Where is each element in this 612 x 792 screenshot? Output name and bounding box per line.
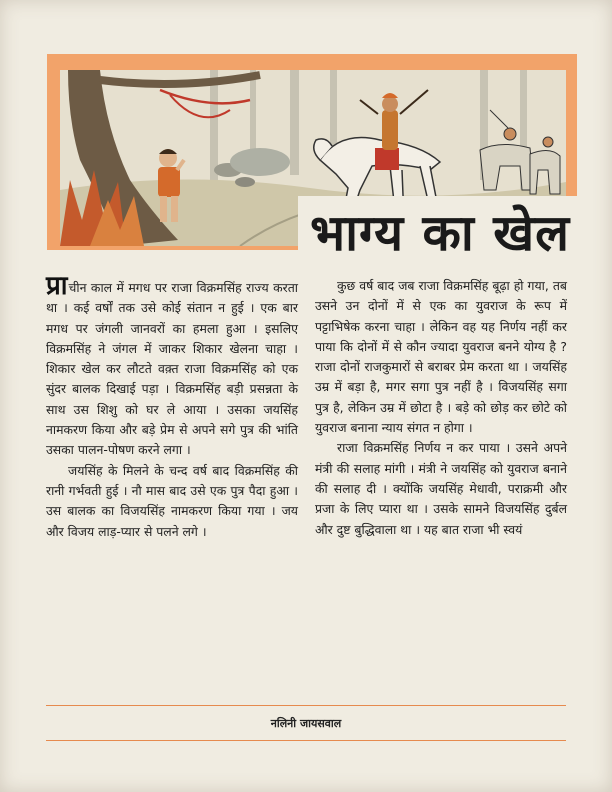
- right-paragraph-1: कुछ वर्ष बाद जब राजा विक्रमसिंह बूढ़ा हो गया, तब उसने उन दोनों में से एक का युवराज के रूप में पट्टाभिषेक करना चाहा । लेकिन वह यह निर्णय नहीं कर पाया कि दोनों में से कौन ज्यादा युवराज बनने योग्य है ? राजा दोनों राजकुमारों से बराबर प्रेम करता था । जयसिंह उम्र में बड़ा है, मगर सगा पुत्र नहीं है । विजयसिंह सगा पुत्र है, लेकिन उम्र में छोटा है । बड़े को छोड़ कर छोटे को युवराज बनाना न्याय संगत न होगा ।: [315, 278, 567, 436]
- left-column: [46, 271, 298, 542]
- title-box: [298, 196, 582, 274]
- top-divider-rule: [46, 705, 566, 706]
- right-paragraph-2: राजा विक्रमसिंह निर्णय न कर पाया । उसने अपने मंत्री की सलाह मांगी । मंत्री ने जयसिंह को युवराज बनाने की सलाह दी । क्योंकि जयसिंह मेधावी, पराक्रमी और प्रजा के लिए प्यारा था । उसके सामने विजयसिंह दुर्बल और दुष्ट बुद्धिवाला था । यह बात राजा भी स्वयं: [315, 440, 567, 537]
- author-name: नलिनी जायसवाल: [270, 717, 342, 730]
- right-column: [315, 276, 567, 540]
- story-title: भाग्य का खेल: [309, 204, 571, 262]
- left-paragraph-1: [46, 271, 298, 461]
- dropcap: प्रा: [46, 271, 68, 301]
- left-paragraph-1-text: चीन काल में मगध पर राजा विक्रमसिंह राज्य करता था । कई वर्षों तक उसे कोई संतान न हुई । एक बार मगध पर जंगली जानवरों का हमला हुआ । इसलिए विक्रमसिंह ने जंगल में जाकर शिकार खेलना चाहा । शिकार खेल कर लौटते वक़्त राजा विक्रमसिंह को एक सुंदर बालक दिखाई पड़ा । विक्रमसिंह बड़ी प्रसन्नता के साथ उस शिशु को घर ले आया । उसका जयसिंह नामकरण किया और बड़े प्रेम से अपने सगे पुत्र की भांति उसका पालन-पोषण करने लगा ।: [46, 280, 298, 458]
- left-paragraph-2: जयसिंह के मिलने के चन्द वर्ष बाद विक्रमसिंह की रानी गर्भवती हुई । नौ मास बाद उसे एक पुत्र पैदा हुआ । उस बालक का विजयसिंह नामकरण किया गया । जय और विजय लाड़-प्यार से पलने लगे ।: [46, 462, 298, 539]
- bottom-divider-rule: [46, 740, 566, 741]
